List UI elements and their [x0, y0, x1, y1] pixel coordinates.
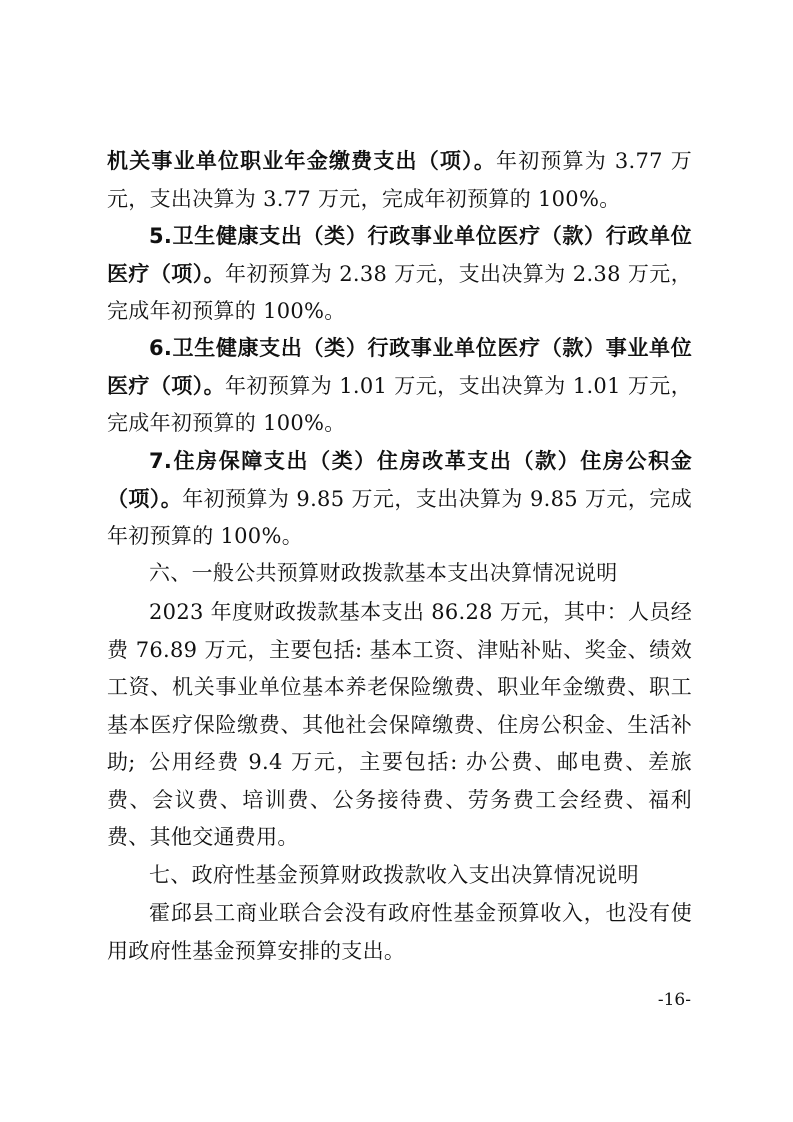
section-six-personnel-paragraph: 2023 年度财政拨款基本支出 86.28 万元，其中：人员经费 76.89 万元，主要包括: 基本工资、津贴补贴、奖金、绩效工资、机关事业单位基本养老保险缴费、职业年金缴费、职工基本医疗保险缴费、其他社会保障缴费、住房公积金、生活补助;	[107, 600, 692, 774]
section-six-heading: 六、一般公共预算财政拨款基本支出决算情况说明	[149, 561, 618, 585]
item-text: 年初预算为 9.85 万元，支出决算为 9.85 万元，完成年初预算的 100%。	[107, 486, 693, 548]
paragraph-pension-annuity	[107, 143, 692, 218]
item-title: 6.卫生健康支出（类）行政事业单位医疗（款）事业单位医疗（项）。	[107, 336, 692, 398]
section-seven-heading: 七、政府性基金预算财政拨款收入支出决算情况说明	[149, 863, 639, 887]
item-title: 机关事业单位职业年金缴费支出（项）。	[107, 149, 497, 173]
paragraph-housing-fund	[107, 443, 692, 556]
item-title: 7.住房保障支出（类）住房改革支出（款）住房公积金（项）。	[107, 449, 692, 511]
section-six-public-paragraph: 公用经费 9.4 万元，主要包括: 办公费、邮电费、差旅费、会议费、培训费、公务接待费、劳务费工会经费、福利费、其他交通费用。	[107, 750, 692, 849]
item-title: 5.卫生健康支出（类）行政事业单位医疗（款）行政单位医疗（项）。	[107, 224, 692, 286]
paragraph-institution-medical	[107, 330, 692, 443]
page-number: -16-	[657, 990, 691, 1010]
item-text: 年初预算为 2.38 万元，支出决算为 2.38 万元，完成年初预算的 100%。	[107, 261, 692, 323]
paragraph-admin-medical	[107, 218, 692, 331]
section-seven-body: 霍邱县工商业联合会没有政府性基金预算收入，也没有使用政府性基金预算安排的支出。	[107, 901, 692, 963]
item-text: 年初预算为 3.77 万元，支出决算为 3.77 万元，完成年初预算的 100%。	[107, 149, 692, 211]
item-text: 年初预算为 1.01 万元，支出决算为 1.01 万元，完成年初预算的 100%。	[107, 373, 692, 435]
